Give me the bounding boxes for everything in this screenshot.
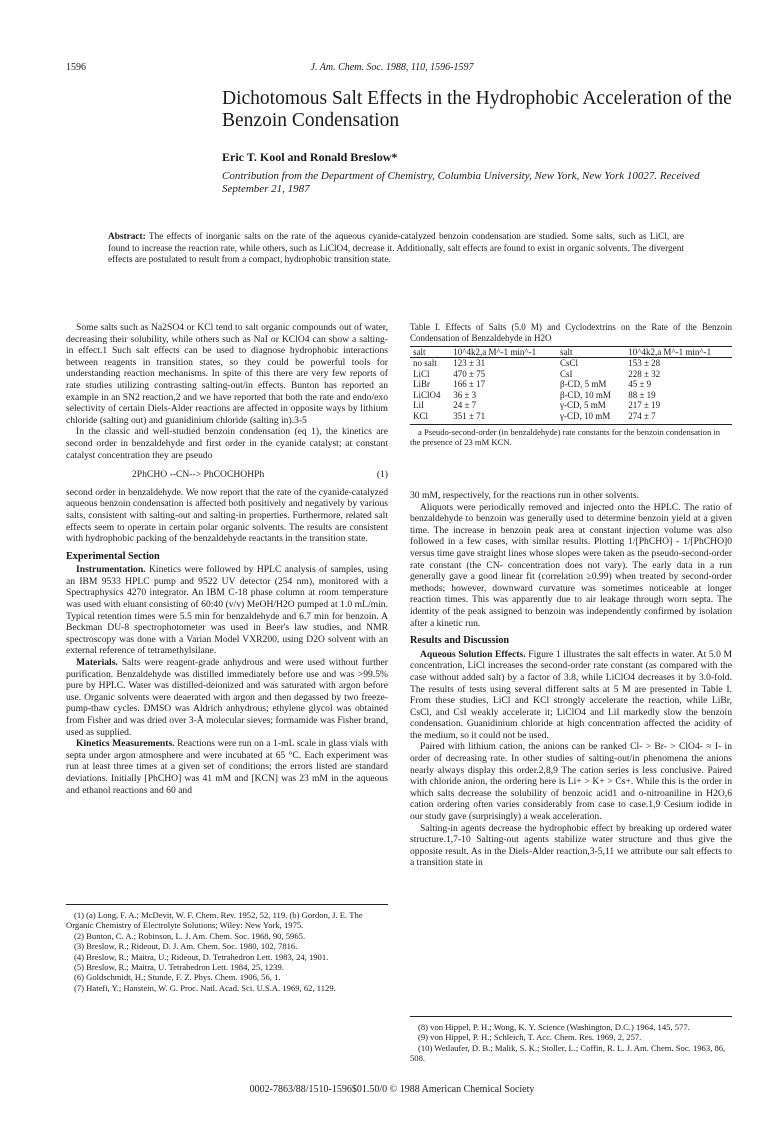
intro-paragraph-3: second order in benzaldehyde. We now report that the rate of the cyanide-catalyzed aqueous benzoin condensation is affected both positively and negatively by various salts, consistent with salting-out and salting-in properties. Furthermore, related salt effects seem to operate in certain polar organic solvents. The results are consistent with hydrophobic packing of the benzaldehyde reactants in the transition state.	[66, 486, 388, 545]
aqueous-label: Aqueous Solution Effects.	[420, 648, 526, 660]
aqueous-text: Figure 1 illustrates the salt effects in water. At 5.0 M concentration, LiCl increases the second-order rate constant (as compared with the case without added salt) by a factor of 3.8, while LiClO4 decreases it by 3.0-fold. The results of tests using several different salts at 5 M are presented in Table I. From these studies, LiCl and KCl strongly accelerate the reaction, while LiBr, CsCl, and CsI weakly accelerate it; LiClO4 and LiI markedly slow the benzoin condensation. Guanidinium chloride at high concentration affected the acidity of the medium, so it could not be used.	[410, 648, 732, 741]
table-cell: 274 ± 7	[625, 411, 732, 424]
running-head: J. Am. Chem. Soc. 1988, 110, 1596-1597	[310, 62, 474, 73]
table-cell: LiCl	[413, 368, 430, 379]
table-cell: β-CD, 10 mM	[559, 389, 611, 400]
materials-label: Materials.	[76, 657, 118, 669]
footnote: (1) (a) Long, F. A.; McDevit, W. F. Chem. Rev. 1952, 52, 119. (b) Gordon, J. E. The Organic Chemistry of Electrolyte Solutions; Wiley: New York, 1975.	[66, 910, 363, 931]
table-row	[410, 358, 732, 369]
table-cell: 166 ± 17	[453, 379, 486, 390]
footnote: (8) von Hippel, P. H.; Wong, K. Y. Science (Washington, D.C.) 1964, 145, 577.	[418, 1022, 690, 1032]
table-cell: LiI	[413, 400, 424, 411]
equation-text: 2PhCHO --CN--> PhCOCHOHPh	[132, 469, 265, 481]
table-cell: γ-CD, 5 mM	[559, 400, 606, 411]
continued-paragraph: 30 mM, respectively, for the reactions run in other solvents.	[410, 490, 640, 501]
materials-paragraph	[66, 657, 388, 738]
aliquots-paragraph: Aliquots were periodically removed and injected onto the HPLC. The ratio of benzaldehyde to benzoin was generally used to determine benzoin yield at a given time. The increase in benzoin peak area at constant injection volume was also followed in a few cases, with similar results. Plotting 1/[PhCHO] - 1/[PhCHO]0 versus time gave straight lines whose slopes were taken as the pseudo-second-order rate constant (the CN- concentration does not vary). The early data in a run generally gave a good linear fit (correlation ≥0.99) when treated by second-order methods; however, downward curvature was sometimes noticeable at longer reaction times. This was apparently due to air leakage through worn septa. The identity of the peak assigned to benzoin was independently confirmed by isolation after a kinetic run.	[410, 501, 732, 629]
abstract-text: The effects of inorganic salts on the rate of the aqueous cyanide-catalyzed benzoin condensation are studied. Some salts, such as LiCl, are found to increase the reaction rate, while others, such as LiClO4, decrease it. Additionally, salt effects are found to exist in organic solvents. The divergent effects are postulated to result from a compact, hydrophobic transition state.	[108, 232, 684, 265]
table-cell: 45 ± 9	[628, 379, 652, 390]
table-cell: 36 ± 3	[453, 389, 477, 400]
instrumentation-paragraph	[66, 564, 388, 657]
table-row	[410, 379, 732, 390]
intro-paragraph-2: In the classic and well-studied benzoin condensation (eq 1), the kinetics are second order in benzaldehyde and first order in the cyanide catalyst; at constant catalyst concentration they are pseudo	[66, 426, 388, 461]
table-row	[410, 390, 732, 401]
footnote: (4) Breslow, R.; Maitra, U.; Rideout, D. Tetrahedron Lett. 1983, 24, 1901.	[74, 951, 329, 962]
intro-paragraph-1: Some salts such as Na2SO4 or KCl tend to salt organic compounds out of water, decreasing their solubility, while others such as NaI or KClO4 can show a salting-in effect.1 Such salt effects can be used to diagnose hydrophobic interactions between reagents in transition states, so they could be powerful tools for understanding reaction mechanisms. In spite of this there are very few reports of rate studies utilizing contrasting salting-out/in effects. Bunton has reported an example in an SN2 reaction,2 and we have reported that both the rate and endo/exo selectivity of certain Diels-Alder reactions are affected in opposite ways by lithium chloride (salting out) and guanidinium chloride (salting in).3-5	[66, 322, 388, 426]
salt-effects-table	[410, 346, 732, 425]
column-header-salt: salt	[559, 347, 573, 357]
abstract	[108, 232, 684, 267]
table-cell: CsCl	[559, 358, 578, 368]
footnote: (2) Bunton, C. A.; Robinson, L. J. Am. Chem. Soc. 1968, 90, 5965.	[74, 930, 306, 941]
table-cell: 217 ± 19	[628, 400, 661, 411]
article-title: Dichotomous Salt Effects in the Hydrophobic Acceleration of the Benzoin Condensation	[222, 88, 732, 131]
footnote: (10) Wetlaufer, D. B.; Malik, S. K.; Stoller, L.; Coffin, R. L. J. Am. Chem. Soc. 1963, 86, 508.	[410, 1042, 726, 1064]
table-caption: Table I. Effects of Salts (5.0 M) and Cyclodextrins on the Rate of the Benzoin Condensation of Benzaldehyde in H2O	[410, 322, 732, 343]
table-row	[410, 369, 732, 380]
table-row	[410, 400, 732, 411]
table-cell: γ-CD, 10 mM	[557, 411, 625, 424]
table-1	[410, 322, 732, 447]
affiliation: Contribution from the Department of Chemistry, Columbia University, New York, New York 10027. Received September 21, 1987	[222, 170, 700, 195]
footnotes-right	[410, 1016, 732, 1064]
instrumentation-text: Kinetics were followed by HPLC analysis of samples, using an IBM 9533 HPLC pump and 9522 UV detector (254 nm), monitored with a Spectraphysics 4270 integrator. An IBM C-18 phase column at room temperature was used with eluant consisting of 60:40 (v/v) MeOH/H2O pumped at 1.0 mL/min. Typical retention times were 5.5 min for benzaldehyde and 6.7 min for benzoin. A Beckman DU-8 spectrophotometer was used in Beer's law studies, and NMR spectroscopy was done with a Varian Model VXR200, using D2O solvent with an external reference of tetramethylsilane.	[66, 564, 388, 657]
table-cell: 228 ± 32	[628, 368, 661, 379]
table-cell: 88 ± 19	[628, 389, 656, 400]
table-cell: 24 ± 7	[453, 400, 477, 411]
column-header-rate: 10^4k2,a M^-1 min^-1	[453, 347, 537, 357]
table-cell: KCl	[410, 411, 450, 424]
left-column	[66, 322, 388, 796]
table-row	[410, 411, 732, 424]
page-number: 1596	[66, 62, 86, 73]
salting-in-paragraph: Salting-in agents decrease the hydrophobic effect by breaking up ordered water structure.1,7-10 Salting-out agents stabilize water structure and thus give the opposite result. As in the Diels-Alder reaction,3-5,11 we attribute our salt effects to a transition state in	[410, 822, 732, 869]
table-cell: CsI	[559, 368, 573, 379]
footnotes-left	[66, 904, 388, 993]
page-footer: 0002-7863/88/1510-1596$01.50/0 © 1988 American Chemical Society	[249, 1084, 535, 1095]
table-cell: LiClO4	[413, 389, 441, 400]
table-footnote: a Pseudo-second-order (in benzaldehyde) rate constants for the benzoin condensation in the presence of 23 mM KCN.	[410, 426, 721, 447]
kinetics-text: Reactions were run on a 1-mL scale in glass vials with septa under argon atmosphere and were incubated at 65 °C. Each experiment was run at least three times at a given set of conditions; the errors listed are standard deviations. Initially [PhCHO] was 41 mM and [KCN] was 23 mM in the aqueous and ethanol reactions and 60 and	[66, 738, 388, 796]
footnote: (5) Breslow, R.; Maitra, U. Tetrahedron Lett. 1984, 25, 1239.	[74, 962, 284, 973]
section-heading-experimental: Experimental Section	[66, 550, 160, 562]
footnote: (7) Hatefi, Y.; Hanstein, W. G. Proc. Natl. Acad. Sci. U.S.A. 1969, 62, 1129.	[74, 982, 336, 993]
instrumentation-label: Instrumentation.	[76, 564, 146, 576]
kinetics-paragraph	[66, 738, 388, 796]
table-cell: 153 ± 28	[628, 358, 661, 368]
equation-number: (1)	[376, 469, 388, 481]
right-column	[410, 490, 732, 869]
column-header-salt: salt	[413, 347, 426, 357]
authors: Eric T. Kool and Ronald Breslow*	[222, 150, 398, 164]
table-cell: β-CD, 5 mM	[559, 379, 607, 390]
materials-text: Salts were reagent-grade anhydrous and were used without further purification. Benzaldehyde was distilled immediately before use and was >99.5% pure by HPLC. Water was distilled-deionized and was saturated with argon before use. Organic solvents were deaerated with argon and then degassed by two freeze-pump-thaw cycles. DMSO was Aldrich anhydrous; ethylene glycol was obtained from Fisher and was dried over 3-Å molecular sieves; formamide was Fisher brand, used as supplied.	[66, 657, 388, 738]
footnote: (9) von Hippel, P. H.; Schleich, T. Acc. Chem. Res. 1969, 2, 257.	[418, 1032, 642, 1043]
paired-paragraph: Paired with lithium cation, the anions can be ranked Cl- > Br- > ClO4- ≈ I- in order of decreasing rate. In other studies of salting-out/in phenomena the anions nearly always display this order.2,8,9 The cation series is less conclusive. Paired with chloride anion, the ordering here is Li+ > K+ > Cs+. While this is the order in which salts decrease the solubility of benzoic acid1 and o-nitroaniline in H2O,6 cation ordering often varies considerably from case to case.1,9 Cesium iodide in our study gave (surprisingly) a weak acceleration.	[410, 741, 732, 823]
column-header-rate: 10^4k2,a M^-1 min^-1	[628, 347, 712, 357]
kinetics-label: Kinetics Measurements.	[76, 738, 175, 750]
table-cell: no salt	[413, 358, 437, 368]
footnote: (6) Goldschmidt, H.; Stunde, F. Z. Phys. Chem. 1906, 56, 1.	[74, 972, 281, 983]
aqueous-paragraph	[410, 649, 732, 742]
table-cell: 123 ± 31	[453, 358, 486, 368]
equation-1	[66, 469, 388, 481]
table-cell: LiBr	[413, 379, 430, 390]
abstract-label: Abstract:	[108, 232, 146, 242]
table-cell: 470 ± 75	[453, 368, 486, 379]
footnote: (3) Breslow, R.; Rideout, D. J. Am. Chem. Soc. 1980, 102, 7816.	[74, 941, 298, 952]
table-cell: 351 ± 71	[450, 411, 557, 424]
section-heading-results: Results and Discussion	[410, 635, 510, 647]
